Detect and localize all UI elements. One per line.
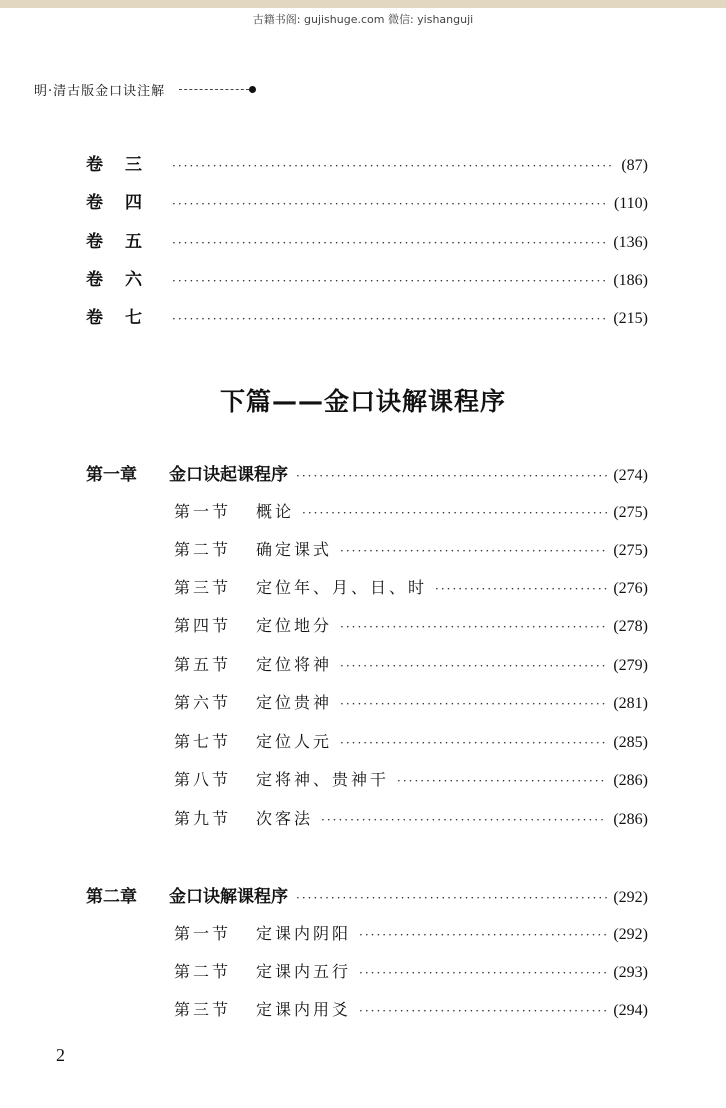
dot-leader xyxy=(296,891,607,905)
page-ref: (215) xyxy=(613,310,648,327)
toc-section-row xyxy=(174,575,648,598)
running-head-dot-icon xyxy=(249,86,256,93)
section-number: 第三节 xyxy=(174,578,232,597)
section-title: 定位人元 xyxy=(256,732,333,751)
section-title: 定位贵神 xyxy=(256,693,333,712)
chapter-number: 第一章 xyxy=(86,465,137,485)
section-title: 定将神、贵神干 xyxy=(256,770,390,789)
toc-volume-row xyxy=(86,188,648,213)
chapter-heading xyxy=(86,460,288,485)
dot-leader xyxy=(397,774,607,788)
page-ref: (87) xyxy=(621,157,648,174)
toc-volume-row xyxy=(86,227,648,252)
dot-leader xyxy=(340,544,607,558)
toc-section-row xyxy=(174,997,648,1020)
page-ref: (279) xyxy=(613,657,648,674)
dot-leader xyxy=(172,197,608,211)
running-head-rule xyxy=(179,89,249,90)
dot-leader xyxy=(172,159,615,173)
page-ref: (275) xyxy=(613,542,648,559)
page-ref: (292) xyxy=(613,889,648,906)
section-title: 定课内阴阳 xyxy=(256,924,352,943)
chapter-title: 金口诀起课程序 xyxy=(169,465,288,485)
section-title: 定课内五行 xyxy=(256,962,352,981)
toc-section-row xyxy=(174,959,648,982)
toc-section-row xyxy=(174,767,648,790)
volume-label: 卷六 xyxy=(86,270,164,290)
top-border xyxy=(0,0,726,8)
page-ref: (278) xyxy=(613,618,648,635)
toc-section-row xyxy=(174,729,648,752)
section-number: 第三节 xyxy=(174,1000,232,1019)
chapter-number: 第二章 xyxy=(86,887,137,907)
volume-label: 卷五 xyxy=(86,232,164,252)
running-head xyxy=(34,80,256,99)
toc-volume-row xyxy=(86,265,648,290)
dot-leader xyxy=(359,966,607,980)
page-ref: (186) xyxy=(613,272,648,289)
section-number: 第二节 xyxy=(174,962,232,981)
section-title: 确定课式 xyxy=(256,540,333,559)
page-ref: (293) xyxy=(613,964,648,981)
section-number: 第一节 xyxy=(174,924,232,943)
page-ref: (285) xyxy=(613,734,648,751)
section-title: 概论 xyxy=(256,502,295,521)
dot-leader xyxy=(172,236,607,250)
toc-section-row xyxy=(174,613,648,636)
dot-leader xyxy=(359,1004,607,1018)
page-ref: (286) xyxy=(613,811,648,828)
volume-label: 卷三 xyxy=(86,155,164,175)
section-title: 定位地分 xyxy=(256,616,333,635)
toc-section-row xyxy=(174,537,648,560)
dot-leader xyxy=(172,312,607,326)
dot-leader xyxy=(340,659,607,673)
page-number: 2 xyxy=(56,1045,65,1065)
dot-leader xyxy=(321,813,607,827)
section-title: 定课内用爻 xyxy=(256,1000,352,1019)
volume-label: 卷四 xyxy=(86,193,164,213)
dot-leader xyxy=(172,274,607,288)
section-number: 第二节 xyxy=(174,540,232,559)
volume-label: 卷七 xyxy=(86,308,164,328)
toc-section-row xyxy=(174,806,648,829)
section-number: 第七节 xyxy=(174,732,232,751)
page-ref: (276) xyxy=(613,580,648,597)
dot-leader xyxy=(302,506,607,520)
page-ref: (136) xyxy=(613,234,648,251)
section-title: 次客法 xyxy=(256,809,314,828)
chapter-title: 金口诀解课程序 xyxy=(169,887,288,907)
dot-leader xyxy=(340,697,607,711)
chapter-heading xyxy=(86,882,288,907)
section-number: 第一节 xyxy=(174,502,232,521)
section-number: 第八节 xyxy=(174,770,232,789)
page-ref: (110) xyxy=(613,195,648,212)
section-number: 第六节 xyxy=(174,693,232,712)
toc-volume-row xyxy=(86,150,648,175)
section-title: 定位年、月、日、时 xyxy=(256,578,428,597)
page-ref: (281) xyxy=(613,695,648,712)
toc-section-row xyxy=(174,690,648,713)
page-ref: (286) xyxy=(613,772,648,789)
page-ref: (294) xyxy=(613,1002,648,1019)
toc-volume-row xyxy=(86,303,648,328)
toc-section-row xyxy=(174,652,648,675)
part-title: 下篇——金口诀解课程序 xyxy=(219,387,506,416)
toc-section-row xyxy=(174,499,648,522)
page-ref: (274) xyxy=(613,467,648,484)
section-number: 第五节 xyxy=(174,655,232,674)
page-ref: (275) xyxy=(613,504,648,521)
section-number: 第九节 xyxy=(174,809,232,828)
running-head-text: 明·清古版金口诀注解 xyxy=(34,84,166,99)
watermark: 古籍书阁: gujishuge.com 微信: yishanguji xyxy=(252,13,474,26)
section-number: 第四节 xyxy=(174,616,232,635)
dot-leader xyxy=(296,469,607,483)
toc-section-row xyxy=(174,921,648,944)
dot-leader xyxy=(435,582,607,596)
dot-leader xyxy=(359,928,607,942)
toc-chapter-row xyxy=(86,882,648,907)
section-title: 定位将神 xyxy=(256,655,333,674)
toc-chapter-row xyxy=(86,460,648,485)
dot-leader xyxy=(340,620,607,634)
page-ref: (292) xyxy=(613,926,648,943)
dot-leader xyxy=(340,736,607,750)
